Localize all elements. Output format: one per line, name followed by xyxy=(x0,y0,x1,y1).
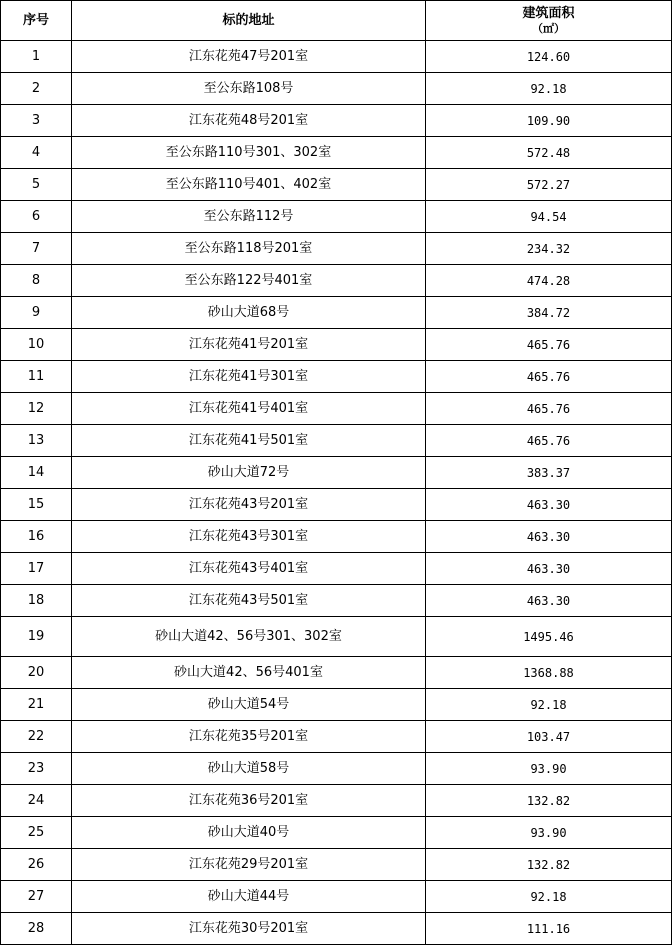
row-area: 103.47 xyxy=(426,721,672,753)
row-index: 18 xyxy=(1,585,72,617)
row-area: 124.60 xyxy=(426,41,672,73)
row-address: 江东花苑47号201室 xyxy=(72,41,426,73)
row-address: 江东花苑41号201室 xyxy=(72,329,426,361)
row-area: 572.27 xyxy=(426,169,672,201)
row-area: 383.37 xyxy=(426,457,672,489)
row-index: 19 xyxy=(1,617,72,657)
row-area: 109.90 xyxy=(426,105,672,137)
table-row xyxy=(1,617,672,657)
table-row xyxy=(1,881,672,913)
row-address: 江东花苑41号301室 xyxy=(72,361,426,393)
row-address: 江东花苑41号501室 xyxy=(72,425,426,457)
row-address: 砂山大道42、56号401室 xyxy=(72,657,426,689)
table-row xyxy=(1,553,672,585)
table-row xyxy=(1,233,672,265)
table-row xyxy=(1,585,672,617)
table-header-row xyxy=(1,1,672,41)
row-address: 江东花苑43号301室 xyxy=(72,521,426,553)
row-index: 13 xyxy=(1,425,72,457)
row-area: 1495.46 xyxy=(426,617,672,657)
row-index: 3 xyxy=(1,105,72,137)
row-index: 15 xyxy=(1,489,72,521)
row-address: 江东花苑36号201室 xyxy=(72,785,426,817)
row-address: 砂山大道42、56号301、302室 xyxy=(72,617,426,657)
row-index: 8 xyxy=(1,265,72,297)
header-index: 序号 xyxy=(1,1,72,41)
table-row xyxy=(1,105,672,137)
table-row xyxy=(1,689,672,721)
header-area-label: 建筑面积 xyxy=(522,6,575,21)
row-index: 6 xyxy=(1,201,72,233)
row-index: 11 xyxy=(1,361,72,393)
row-address: 至公东路110号401、402室 xyxy=(72,169,426,201)
row-index: 12 xyxy=(1,393,72,425)
table-row xyxy=(1,817,672,849)
row-address: 砂山大道44号 xyxy=(72,881,426,913)
row-address: 江东花苑43号401室 xyxy=(72,553,426,585)
row-address: 至公东路122号401室 xyxy=(72,265,426,297)
row-area: 92.18 xyxy=(426,881,672,913)
row-index: 1 xyxy=(1,41,72,73)
row-address: 江东花苑48号201室 xyxy=(72,105,426,137)
table-row xyxy=(1,425,672,457)
table-body xyxy=(1,41,672,945)
row-index: 17 xyxy=(1,553,72,585)
row-area: 463.30 xyxy=(426,521,672,553)
row-index: 7 xyxy=(1,233,72,265)
table-row xyxy=(1,721,672,753)
table-row xyxy=(1,361,672,393)
row-area: 572.48 xyxy=(426,137,672,169)
row-area: 463.30 xyxy=(426,553,672,585)
row-area: 93.90 xyxy=(426,817,672,849)
row-index: 22 xyxy=(1,721,72,753)
row-area: 465.76 xyxy=(426,393,672,425)
row-address: 砂山大道40号 xyxy=(72,817,426,849)
row-area: 92.18 xyxy=(426,689,672,721)
row-area: 465.76 xyxy=(426,329,672,361)
row-index: 4 xyxy=(1,137,72,169)
row-index: 10 xyxy=(1,329,72,361)
row-index: 5 xyxy=(1,169,72,201)
row-index: 28 xyxy=(1,913,72,945)
row-address: 江东花苑43号501室 xyxy=(72,585,426,617)
row-index: 25 xyxy=(1,817,72,849)
row-area: 463.30 xyxy=(426,489,672,521)
row-address: 至公东路112号 xyxy=(72,201,426,233)
row-area: 474.28 xyxy=(426,265,672,297)
row-index: 23 xyxy=(1,753,72,785)
row-area: 1368.88 xyxy=(426,657,672,689)
table-row xyxy=(1,137,672,169)
table-row xyxy=(1,913,672,945)
table-row xyxy=(1,785,672,817)
row-area: 92.18 xyxy=(426,73,672,105)
row-area: 234.32 xyxy=(426,233,672,265)
row-address: 江东花苑35号201室 xyxy=(72,721,426,753)
row-area: 463.30 xyxy=(426,585,672,617)
row-index: 26 xyxy=(1,849,72,881)
row-area: 465.76 xyxy=(426,361,672,393)
row-address: 江东花苑43号201室 xyxy=(72,489,426,521)
row-address: 砂山大道54号 xyxy=(72,689,426,721)
row-area: 132.82 xyxy=(426,849,672,881)
row-address: 江东花苑41号401室 xyxy=(72,393,426,425)
row-address: 至公东路118号201室 xyxy=(72,233,426,265)
table-row xyxy=(1,753,672,785)
row-index: 27 xyxy=(1,881,72,913)
row-area: 465.76 xyxy=(426,425,672,457)
row-index: 2 xyxy=(1,73,72,105)
row-index: 9 xyxy=(1,297,72,329)
table-row xyxy=(1,201,672,233)
table-row xyxy=(1,393,672,425)
row-address: 江东花苑30号201室 xyxy=(72,913,426,945)
header-area-unit: （㎡） xyxy=(532,22,565,35)
row-address: 至公东路108号 xyxy=(72,73,426,105)
table-row xyxy=(1,849,672,881)
table-row xyxy=(1,657,672,689)
table-row xyxy=(1,41,672,73)
row-index: 20 xyxy=(1,657,72,689)
header-address: 标的地址 xyxy=(72,1,426,41)
row-index: 21 xyxy=(1,689,72,721)
table-row xyxy=(1,297,672,329)
row-address: 砂山大道68号 xyxy=(72,297,426,329)
row-area: 93.90 xyxy=(426,753,672,785)
row-index: 16 xyxy=(1,521,72,553)
row-address: 至公东路110号301、302室 xyxy=(72,137,426,169)
table-row xyxy=(1,265,672,297)
table-row xyxy=(1,489,672,521)
table-row xyxy=(1,169,672,201)
table-row xyxy=(1,73,672,105)
row-area: 111.16 xyxy=(426,913,672,945)
row-index: 24 xyxy=(1,785,72,817)
header-area xyxy=(426,1,672,41)
row-area: 94.54 xyxy=(426,201,672,233)
row-index: 14 xyxy=(1,457,72,489)
table-row xyxy=(1,329,672,361)
row-area: 132.82 xyxy=(426,785,672,817)
row-address: 砂山大道72号 xyxy=(72,457,426,489)
row-area: 384.72 xyxy=(426,297,672,329)
table-row xyxy=(1,521,672,553)
table-row xyxy=(1,457,672,489)
row-address: 江东花苑29号201室 xyxy=(72,849,426,881)
row-address: 砂山大道58号 xyxy=(72,753,426,785)
